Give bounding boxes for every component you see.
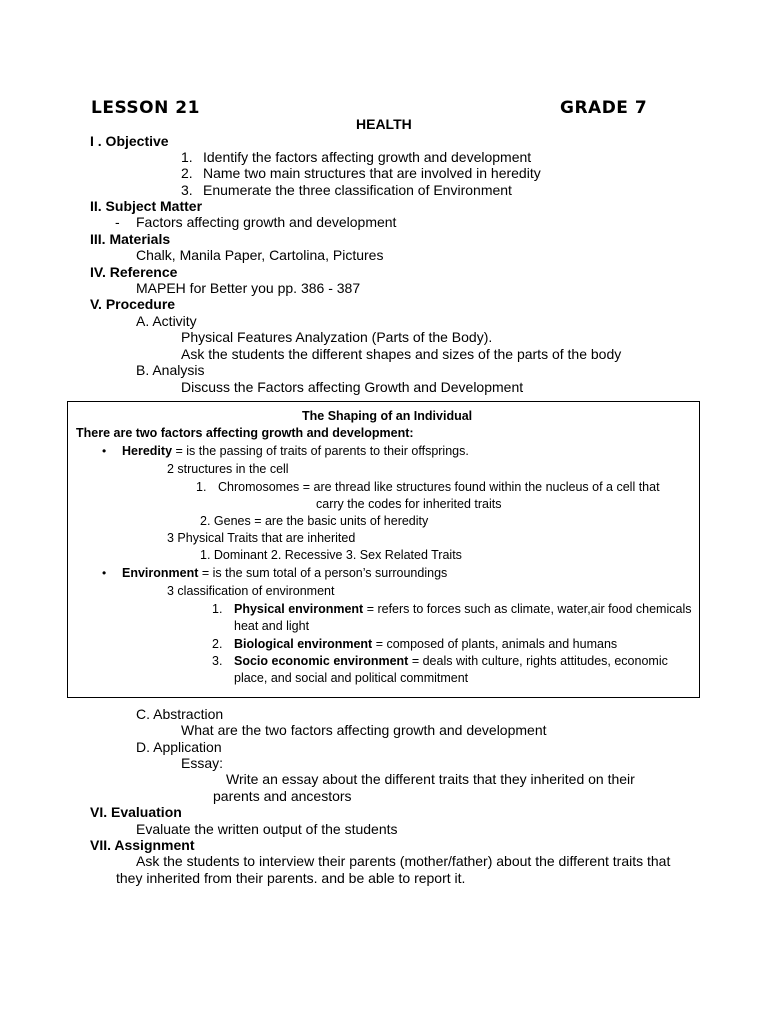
environment-definition: = is the sum total of a person’s surroundings — [198, 566, 448, 580]
materials-heading: III. Materials — [90, 231, 171, 247]
env-item-1-def: = refers to forces such as climate, water,air food chemicals — [363, 602, 692, 616]
classification-label: 3 classification of environment — [167, 584, 335, 598]
bullet-heredity-icon: • — [102, 444, 107, 458]
analysis-line: Discuss the Factors affecting Growth and Development — [181, 379, 524, 395]
analysis-label: B. Analysis — [136, 362, 205, 378]
subject-title: HEALTH — [356, 116, 412, 132]
application-essay: Essay: — [181, 755, 224, 771]
objective-heading: I . Objective — [90, 133, 169, 149]
env-item-2 — [234, 636, 617, 652]
env-item-3-def: = deals with culture, rights attitudes, economic — [408, 654, 668, 668]
activity-label: A. Activity — [136, 313, 197, 329]
heredity-term: Heredity — [122, 444, 173, 458]
application-line-1: Write an essay about the different traits that they inherited on their — [226, 771, 635, 787]
chromosomes-line-2: carry the codes for inherited traits — [316, 497, 502, 511]
objective-num-1: 1. — [181, 149, 193, 165]
reference-heading: IV. Reference — [90, 264, 178, 280]
env-item-2-def: = composed of plants, animals and humans — [372, 637, 618, 651]
objective-item-2: Name two main structures that are involved in heredity — [203, 165, 541, 181]
traits-label: 3 Physical Traits that are inherited — [167, 531, 356, 545]
env-item-1-num: 1. — [212, 602, 223, 616]
heredity-definition: = is the passing of traits of parents to their offsprings. — [172, 444, 469, 458]
subject-matter-heading: II. Subject Matter — [90, 198, 203, 214]
box-title: The Shaping of an Individual — [302, 409, 473, 423]
assignment-line-1: Ask the students to interview their parents (mother/father) about the different traits that — [136, 853, 671, 869]
objective-num-2: 2. — [181, 165, 193, 181]
genes-line: 2. Genes = are the basic units of heredity — [200, 514, 429, 528]
reference-text: MAPEH for Better you pp. 386 - 387 — [136, 280, 361, 296]
activity-line-1: Physical Features Analyzation (Parts of the Body). — [181, 329, 493, 345]
env-item-3-num: 3. — [212, 654, 223, 668]
lesson-number: LESSON 21 — [91, 98, 200, 118]
subject-matter-text: Factors affecting growth and development — [136, 214, 397, 230]
shaping-of-individual-box — [67, 401, 700, 698]
env-item-2-num: 2. — [212, 637, 223, 651]
objective-item-3: Enumerate the three classification of Environment — [203, 182, 512, 198]
application-line-2: parents and ancestors — [213, 788, 352, 804]
objective-num-3: 3. — [181, 182, 193, 198]
assignment-heading: VII. Assignment — [90, 837, 195, 853]
abstraction-label: C. Abstraction — [136, 706, 224, 722]
grade-level: GRADE 7 — [560, 98, 648, 118]
structures-label: 2 structures in the cell — [167, 462, 289, 476]
evaluation-heading: VI. Evaluation — [90, 804, 182, 820]
environment-term: Environment — [122, 566, 199, 580]
box-intro: There are two factors affecting growth and development: — [76, 426, 414, 440]
chromosomes-line-1: Chromosomes = are thread like structures found within the nucleus of a cell that — [218, 480, 660, 494]
materials-text: Chalk, Manila Paper, Cartolina, Pictures — [136, 247, 384, 263]
abstraction-line: What are the two factors affecting growth and development — [181, 722, 547, 738]
environment-line — [122, 565, 447, 581]
env-item-3 — [234, 653, 668, 669]
env-item-1-line-2: heat and light — [234, 619, 310, 633]
application-label: D. Application — [136, 739, 222, 755]
procedure-heading: V. Procedure — [90, 296, 176, 312]
env-item-2-term: Biological environment — [234, 637, 373, 651]
objective-item-1: Identify the factors affecting growth and development — [203, 149, 532, 165]
assignment-line-2: they inherited from their parents. and be able to report it. — [116, 870, 466, 886]
subject-matter-dash: - — [115, 214, 120, 230]
traits-list: 1. Dominant 2. Recessive 3. Sex Related Traits — [200, 548, 462, 562]
evaluation-text: Evaluate the written output of the students — [136, 821, 398, 837]
bullet-environment-icon: • — [102, 566, 107, 580]
chromosomes-num: 1. — [196, 480, 207, 494]
activity-line-2: Ask the students the different shapes and sizes of the parts of the body — [181, 346, 622, 362]
env-item-1 — [234, 601, 691, 617]
heredity-line — [122, 443, 469, 459]
env-item-1-term: Physical environment — [234, 602, 364, 616]
env-item-3-line-2: place, and social and political commitment — [234, 671, 469, 685]
env-item-3-term: Socio economic environment — [234, 654, 409, 668]
